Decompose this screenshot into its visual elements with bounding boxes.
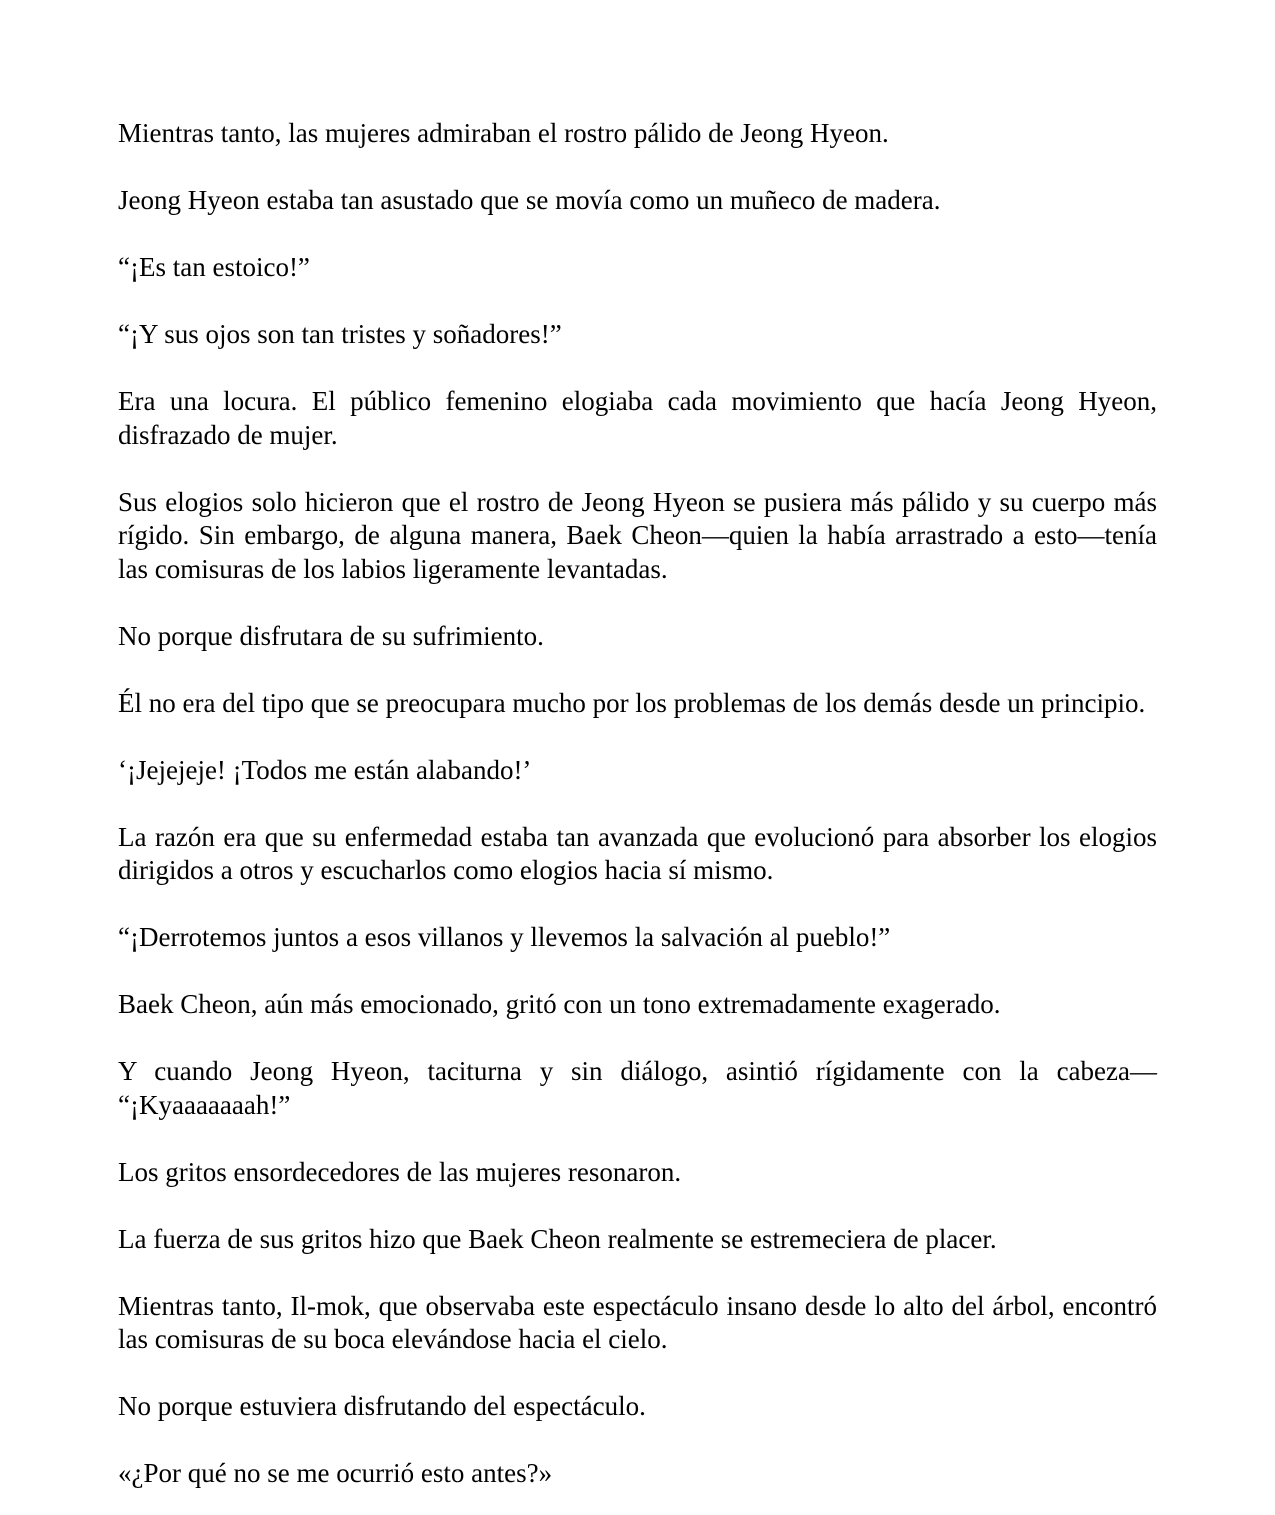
paragraph-7: No porque disfrutara de su sufrimiento. xyxy=(118,620,544,651)
paragraph-15: La fuerza de sus gritos hizo que Baek Cheon realmente se estremeciera de placer. xyxy=(118,1223,997,1254)
paragraph-6: Sus elogios solo hicieron que el rostro de Jeong Hyeon se pusiera más pálido y su cuerpo más rígido. Sin embargo, de alguna manera, Baek Cheon—quien la había arrastrado a esto—tenía las comisuras de los labios ligeramente levantadas. xyxy=(118,486,1157,584)
paragraph-4: “¡Y sus ojos son tan tristes y soñadores!” xyxy=(118,319,562,349)
paragraph-10: La razón era que su enfermedad estaba tan avanzada que evolucionó para absorber los elogios dirigidos a otros y escucharlos como elogios hacia sí mismo. xyxy=(118,821,1157,885)
paragraph-1: Mientras tanto, las mujeres admiraban el rostro pálido de Jeong Hyeon. xyxy=(118,118,889,148)
paragraph-11: “¡Derrotemos juntos a esos villanos y llevemos la salvación al pueblo!” xyxy=(118,922,891,952)
paragraph-18: «¿Por qué no se me ocurrió esto antes?» xyxy=(118,1458,553,1488)
paragraph-17: No porque estuviera disfrutando del espectáculo. xyxy=(118,1391,646,1421)
document-body xyxy=(118,117,1157,1515)
paragraph-12: Baek Cheon, aún más emocionado, gritó con un tono extremadamente exagerado. xyxy=(118,989,1001,1019)
paragraph-9: ‘¡Jejejeje! ¡Todos me están alabando!’ xyxy=(118,754,532,785)
paragraph-5: Era una locura. El público femenino elogiaba cada movimiento que hacía Jeong Hyeon, disfrazado de mujer. xyxy=(118,386,1157,450)
paragraph-14: Los gritos ensordecedores de las mujeres resonaron. xyxy=(118,1156,682,1187)
paragraph-2: Jeong Hyeon estaba tan asustado que se movía como un muñeco de madera. xyxy=(118,185,941,215)
paragraph-8: Él no era del tipo que se preocupara mucho por los problemas de los demás desde un principio. xyxy=(118,687,1146,718)
paragraph-3: “¡Es tan estoico!” xyxy=(118,252,310,282)
paragraph-13: Y cuando Jeong Hyeon, taciturna y sin diálogo, asintió rígidamente con la cabeza— “¡Kyaaaaaaah!” xyxy=(118,1056,1157,1120)
paragraph-16: Mientras tanto, Il-mok, que observaba este espectáculo insano desde lo alto del árbol, encontró las comisuras de su boca elevándose hacia el cielo. xyxy=(118,1290,1157,1354)
